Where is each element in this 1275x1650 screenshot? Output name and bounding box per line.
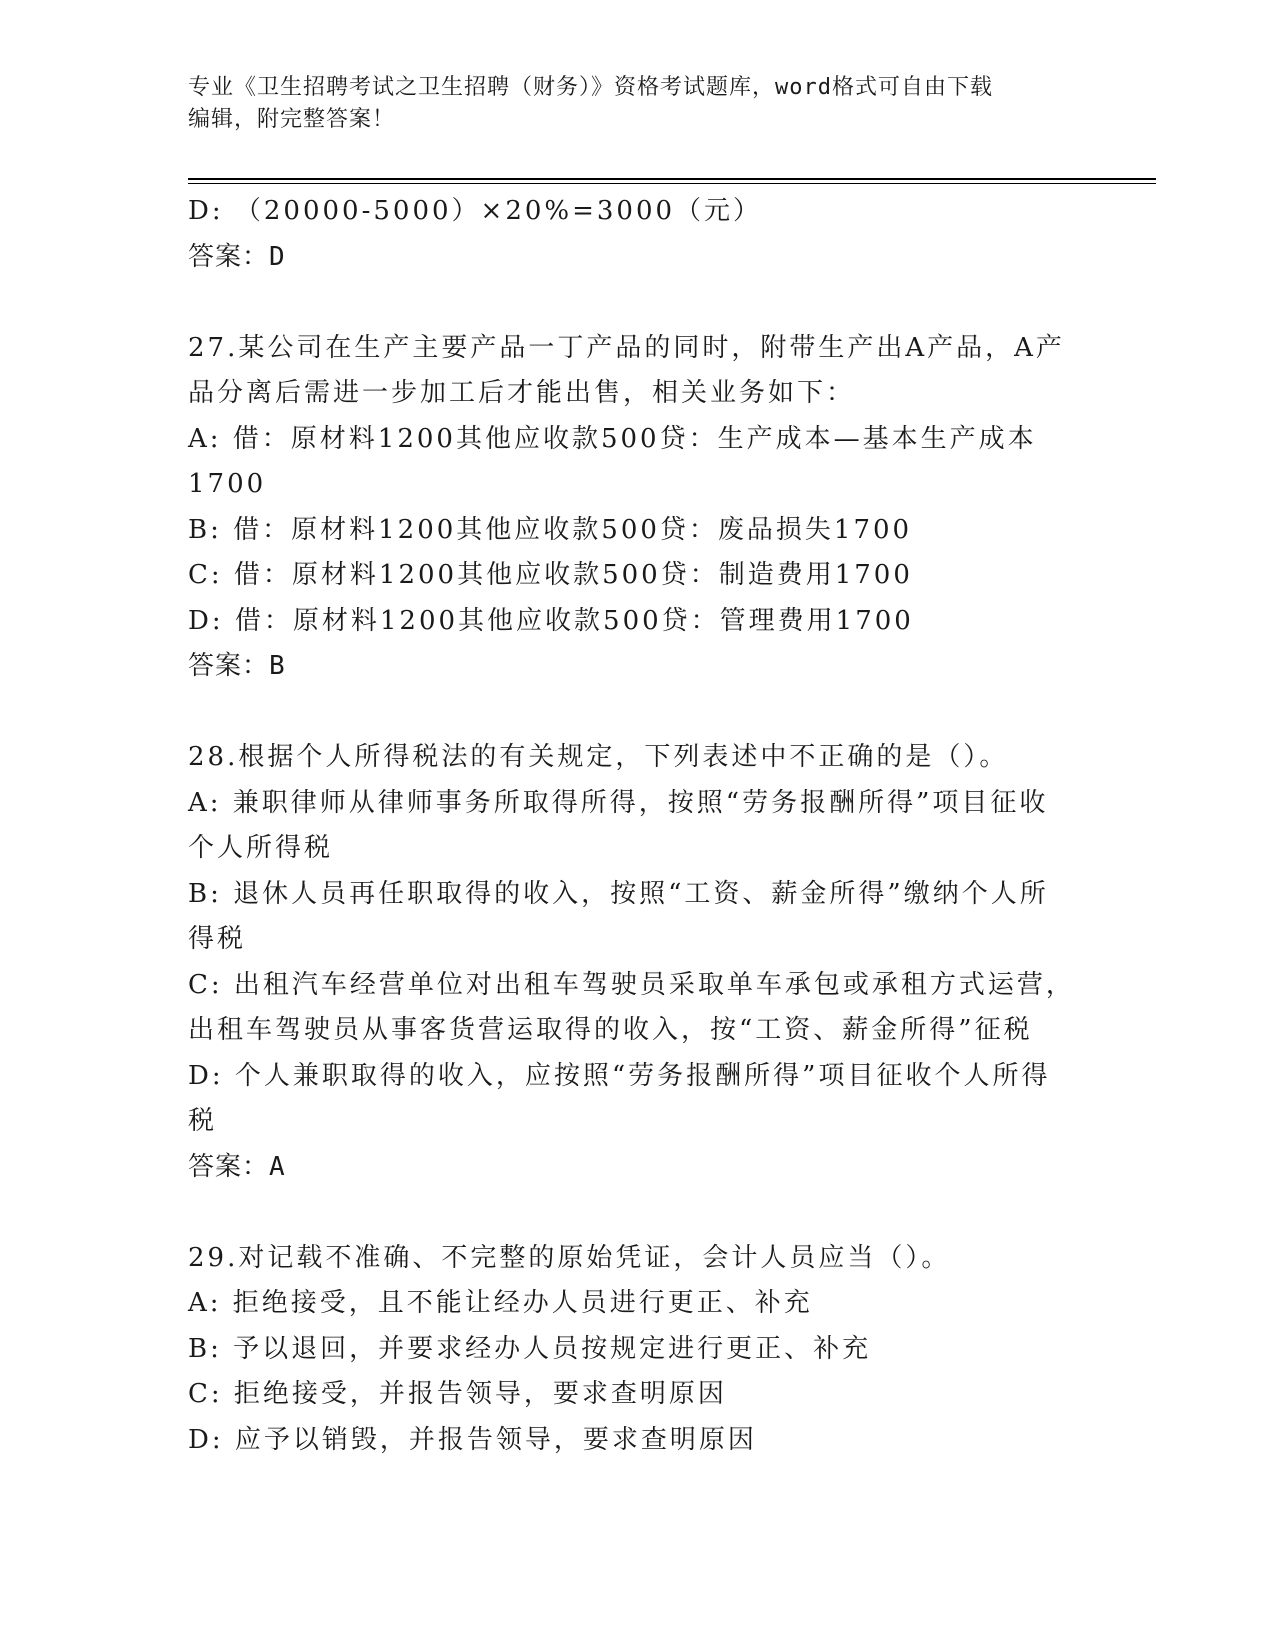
q27-option-d: D: 借：原材料1200其他应收款500贷：管理费用1700 bbox=[188, 605, 914, 636]
q28-option-c-2: 出租车驾驶员从事客货营运取得的收入，按“工资、薪金所得”征税 bbox=[188, 1015, 1033, 1045]
header-rule-thin bbox=[188, 183, 1156, 184]
header-line-2: 编辑，附完整答案！ bbox=[188, 107, 396, 132]
q29-stem: 29.对记载不准确、不完整的原始凭证，会计人员应当（）。 bbox=[188, 1242, 951, 1273]
answer-label: 答案： bbox=[188, 1151, 270, 1182]
q28-option-c-1: C: 出租汽车经营单位对出租车驾驶员采取单车承包或承租方式运营， bbox=[188, 969, 1075, 1000]
header-line-1: 专业《卫生招聘考试之卫生招聘（财务）》资格考试题库，word格式可自由下载 bbox=[188, 75, 993, 100]
spacer bbox=[188, 690, 1088, 736]
answer-value: B bbox=[269, 651, 286, 681]
q27-option-b: B: 借：原材料1200其他应收款500贷：废品损失1700 bbox=[188, 514, 913, 545]
q28-answer bbox=[188, 1145, 1088, 1191]
q29-option-d: D: 应予以销毁，并报告领导，要求查明原因 bbox=[188, 1424, 757, 1455]
q28-option-d-2: 税 bbox=[188, 1106, 218, 1136]
q28-stem: 28.根据个人所得税法的有关规定，下列表述中不正确的是（）。 bbox=[188, 742, 1009, 772]
q27-option-c: C: 借：原材料1200其他应收款500贷：制造费用1700 bbox=[188, 560, 913, 590]
header-rule-thick bbox=[188, 178, 1156, 180]
q28-option-b-1: B: 退休人员再任职取得的收入，按照“工资、薪金所得”缴纳个人所 bbox=[188, 878, 1049, 909]
spacer bbox=[188, 1190, 1088, 1236]
spacer bbox=[188, 280, 1088, 326]
question-list bbox=[188, 189, 1088, 1463]
answer-value: D bbox=[269, 241, 286, 272]
q28-option-a-2: 个人所得税 bbox=[188, 833, 334, 863]
q29-option-c: C: 拒绝接受，并报告领导，要求查明原因 bbox=[188, 1379, 727, 1409]
q28-option-d-1: D: 个人兼职取得的收入，应按照“劳务报酬所得”项目征收个人所得 bbox=[188, 1060, 1051, 1091]
q28-option-b-2: 得税 bbox=[188, 924, 247, 954]
page-header bbox=[188, 72, 1068, 136]
q27-option-a-2: 1700 bbox=[188, 469, 267, 499]
q28-option-a-1: A: 兼职律师从律师事务所取得所得，按照“劳务报酬所得”项目征收 bbox=[188, 787, 1049, 818]
q27-stem-1: 27.某公司在生产主要产品一丁产品的同时，附带生产出A产品，A产 bbox=[188, 332, 1065, 363]
q27-stem-2: 品分离后需进一步加工后才能出售，相关业务如下： bbox=[188, 378, 856, 408]
q27-answer bbox=[188, 644, 1088, 690]
answer-value: A bbox=[269, 1151, 286, 1182]
q27-option-a-1: A: 借：原材料1200其他应收款500贷：生产成本—基本生产成本 bbox=[188, 423, 1037, 454]
prev-option-d: D: （20000-5000）×20%=3000（元） bbox=[188, 196, 763, 226]
q29-option-a: A: 拒绝接受，且不能让经办人员进行更正、补充 bbox=[188, 1288, 813, 1318]
answer-label: 答案： bbox=[188, 651, 270, 681]
prev-answer bbox=[188, 235, 1088, 281]
answer-label: 答案： bbox=[188, 241, 270, 272]
q29-option-b: B: 予以退回，并要求经办人员按规定进行更正、补充 bbox=[188, 1333, 872, 1364]
